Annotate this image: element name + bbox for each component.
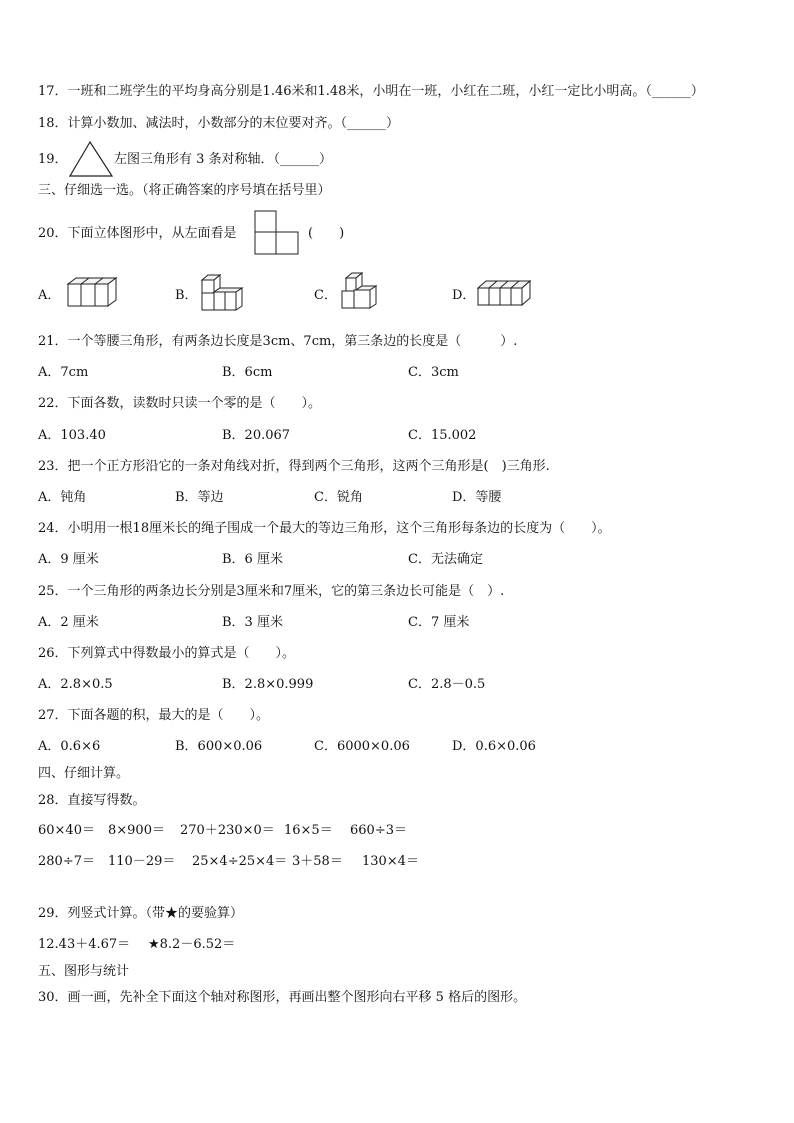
q24-option-b: B．6 厘米 bbox=[222, 552, 283, 567]
option-c-label: C． bbox=[314, 288, 337, 303]
q24-option-a: A．9 厘米 bbox=[38, 552, 99, 567]
question-18: 18．计算小数加、减法时，小数部分的末位要对齐。（______） bbox=[38, 116, 400, 131]
q28-item: 16×5＝ bbox=[284, 823, 333, 838]
question-17: 17．一班和二班学生的平均身高分别是1.46米和1.48米，小明在一班，小红在二班，小红一定比小明高。（______） bbox=[38, 84, 704, 99]
q21-option-a: A．7cm bbox=[38, 365, 89, 380]
q23-option-a: A．钝角 bbox=[38, 490, 87, 505]
q25-option-c: C．7 厘米 bbox=[408, 615, 470, 630]
question-30: 30．画一画，先补全下面这个轴对称图形，再画出整个图形向右平移 5 格后的图形。 bbox=[38, 990, 527, 1005]
question-27: 27．下面各题的积，最大的是（ ）。 bbox=[38, 708, 270, 723]
q24-option-c: C．无法确定 bbox=[408, 552, 483, 567]
q25-option-a: A．2 厘米 bbox=[38, 615, 99, 630]
section-5-heading: 五、图形与统计 bbox=[38, 964, 130, 979]
question-20: 20．下面立体图形中，从左面看是 bbox=[38, 226, 237, 241]
q28-item: 60×40＝ bbox=[38, 823, 95, 838]
question-29: 29．列竖式计算。（带★的要验算） bbox=[38, 906, 244, 921]
q29-item: ★8.2－6.52＝ bbox=[148, 937, 236, 952]
question-23: 23．把一个正方形沿它的一条对角线对折，得到两个三角形，这两个三角形是( )三角形. bbox=[38, 459, 550, 474]
question-20-answer-paren: ( ) bbox=[308, 226, 345, 241]
q25-option-b: B．3 厘米 bbox=[222, 615, 283, 630]
q27-option-b: B．600×0.06 bbox=[175, 739, 263, 754]
q27-option-c: C．6000×0.06 bbox=[314, 739, 410, 754]
q28-item: 110－29＝ bbox=[108, 854, 176, 869]
option-c-solid bbox=[338, 268, 380, 314]
q28-item: 3＋58＝ bbox=[292, 854, 343, 869]
left-view-figure bbox=[254, 210, 300, 256]
q28-item: 8×900＝ bbox=[108, 823, 165, 838]
option-d-solid bbox=[474, 278, 534, 310]
q28-item: 660÷3＝ bbox=[350, 823, 407, 838]
question-21: 21．一个等腰三角形，有两条边长度是3cm、7cm，第三条边的长度是（ ）. bbox=[38, 334, 518, 349]
q26-option-b: B．2.8×0.999 bbox=[222, 677, 314, 692]
question-28: 28．直接写得数。 bbox=[38, 793, 146, 808]
option-a-label: A． bbox=[38, 288, 61, 303]
q22-option-b: B．20.067 bbox=[222, 428, 291, 443]
q21-option-c: C．3cm bbox=[408, 365, 459, 380]
question-24: 24．小明用一根18厘米长的绳子围成一个最大的等边三角形，这个三角形每条边的长度为（ ）。 bbox=[38, 521, 611, 536]
q23-option-c: C．锐角 bbox=[314, 490, 363, 505]
option-d-label: D． bbox=[452, 288, 476, 303]
q27-option-d: D．0.6×0.06 bbox=[452, 739, 536, 754]
q26-option-c: C．2.8－0.5 bbox=[408, 677, 486, 692]
q27-option-a: A．0.6×6 bbox=[38, 739, 101, 754]
q28-item: 25×4÷25×4＝ bbox=[192, 854, 288, 869]
question-25: 25．一个三角形的两条边长分别是3厘米和7厘米，它的第三条边长可能是（ ）. bbox=[38, 584, 505, 599]
question-19-number: 19． bbox=[38, 152, 68, 167]
q26-option-a: A．2.8×0.5 bbox=[38, 677, 113, 692]
option-b-label: B． bbox=[175, 288, 198, 303]
q28-item: 130×4＝ bbox=[362, 854, 419, 869]
section-3-heading: 三、仔细选一选。（将正确答案的序号填在括号里） bbox=[38, 183, 331, 198]
q28-item: 270＋230×0＝ bbox=[180, 823, 275, 838]
question-22: 22．下面各数，读数时只读一个零的是（ ）。 bbox=[38, 396, 322, 411]
option-a-solid bbox=[62, 276, 118, 310]
question-19: 左图三角形有 3 条对称轴．（______） bbox=[114, 152, 333, 167]
q21-option-b: B．6cm bbox=[222, 365, 273, 380]
section-4-heading: 四、仔细计算。 bbox=[38, 766, 130, 781]
q23-option-d: D．等腰 bbox=[452, 490, 502, 505]
q22-option-c: C．15.002 bbox=[408, 428, 477, 443]
q29-item: 12.43＋4.67＝ bbox=[38, 937, 131, 952]
q22-option-a: A．103.40 bbox=[38, 428, 106, 443]
q23-option-b: B．等边 bbox=[175, 490, 224, 505]
triangle-figure bbox=[68, 140, 114, 178]
option-b-solid bbox=[198, 270, 246, 314]
q28-item: 280÷7＝ bbox=[38, 854, 95, 869]
question-26: 26．下列算式中得数最小的算式是（ ）。 bbox=[38, 646, 296, 661]
